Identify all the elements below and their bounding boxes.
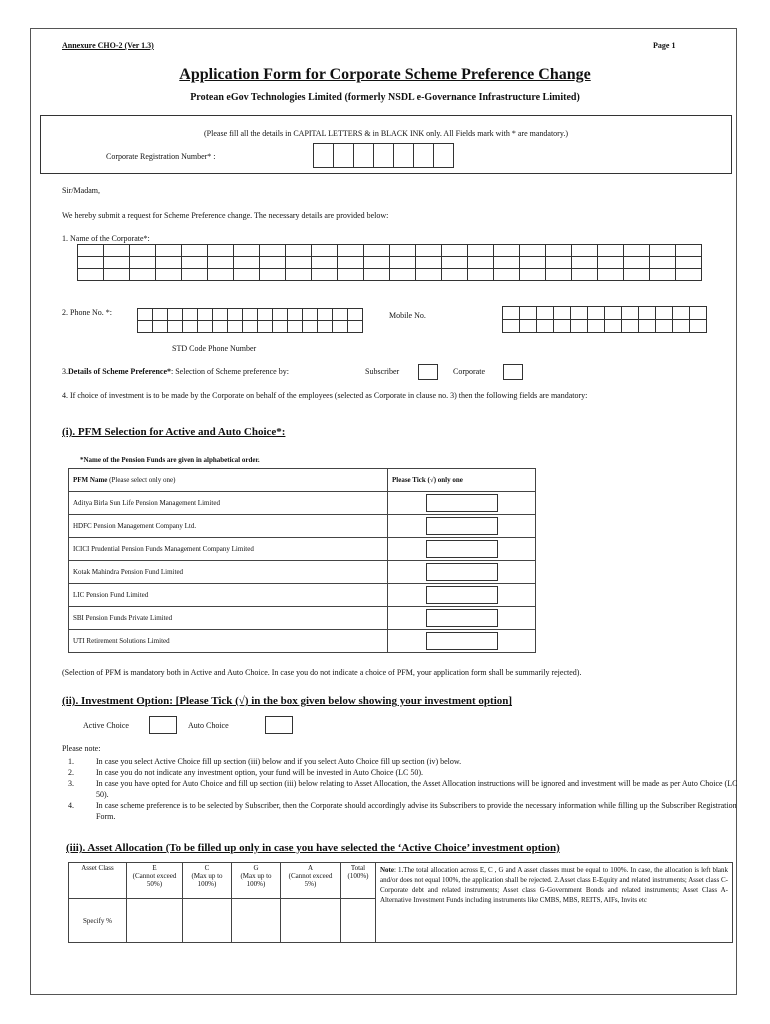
char-box[interactable] bbox=[78, 269, 104, 281]
note-number: 3. bbox=[68, 779, 74, 788]
char-box[interactable] bbox=[364, 257, 390, 269]
pfm-name: ICICI Prudential Pension Funds Management Company Limited bbox=[69, 538, 388, 561]
char-box[interactable] bbox=[234, 269, 260, 281]
char-box[interactable] bbox=[303, 309, 318, 321]
char-box[interactable] bbox=[130, 257, 156, 269]
auto-choice-checkbox[interactable] bbox=[265, 716, 293, 734]
char-box[interactable] bbox=[208, 245, 234, 257]
char-box[interactable] bbox=[546, 245, 572, 257]
char-box[interactable] bbox=[286, 257, 312, 269]
corporate-option-label: Corporate bbox=[453, 367, 485, 376]
pfm-footnote: (Selection of PFM is mandatory both in Active and Auto Choice. In case you do not indicate a choice of PFM, your application form shall be summarily rejected). bbox=[62, 668, 582, 677]
list-item bbox=[62, 767, 742, 778]
char-box[interactable] bbox=[622, 320, 639, 333]
note-text: In case you have opted for Auto Choice and fill up section (iii) below relating to Asset Allocation, the Asset Allocation instructions will be ignored and investment will be made as per Auto Choice (LC 50). bbox=[96, 779, 738, 799]
char-box[interactable] bbox=[468, 257, 494, 269]
mobile-label: Mobile No. bbox=[389, 311, 426, 320]
c-label: C bbox=[204, 864, 210, 872]
note-number: 1. bbox=[68, 757, 74, 766]
table-row bbox=[69, 607, 536, 630]
char-box[interactable] bbox=[333, 321, 348, 333]
char-box[interactable] bbox=[468, 269, 494, 281]
g-label: G bbox=[253, 864, 259, 872]
pfm-name: SBI Pension Funds Private Limited bbox=[69, 607, 388, 630]
char-box[interactable] bbox=[364, 269, 390, 281]
pfm-tick-box[interactable] bbox=[426, 586, 498, 604]
char-box[interactable] bbox=[656, 307, 673, 320]
char-box[interactable] bbox=[494, 245, 520, 257]
char-box[interactable] bbox=[208, 257, 234, 269]
a-sub: (Cannot exceed 5%) bbox=[288, 872, 333, 888]
table-row bbox=[69, 630, 536, 653]
char-box[interactable] bbox=[442, 257, 468, 269]
e-input[interactable] bbox=[127, 899, 183, 943]
allocation-note-bold: Note bbox=[380, 866, 394, 874]
char-box[interactable] bbox=[503, 320, 520, 333]
total-header: Total (100%) bbox=[341, 863, 376, 899]
char-box[interactable] bbox=[260, 257, 286, 269]
char-box[interactable] bbox=[554, 307, 571, 320]
char-box[interactable] bbox=[571, 307, 588, 320]
char-box[interactable] bbox=[624, 257, 650, 269]
char-box[interactable] bbox=[182, 257, 208, 269]
annexure-label: Annexure CHO-2 (Ver 1.3) bbox=[62, 41, 154, 50]
c-sub: (Max up to 100%) bbox=[191, 872, 223, 888]
char-box[interactable] bbox=[442, 245, 468, 257]
char-box[interactable] bbox=[624, 269, 650, 281]
char-box[interactable] bbox=[364, 245, 390, 257]
char-box[interactable] bbox=[656, 320, 673, 333]
list-item bbox=[62, 756, 742, 767]
char-box[interactable] bbox=[243, 309, 258, 321]
e-label: E bbox=[152, 864, 157, 872]
char-box[interactable] bbox=[338, 269, 364, 281]
char-box[interactable] bbox=[260, 245, 286, 257]
subscriber-option-label: Subscriber bbox=[365, 367, 400, 376]
char-box[interactable] bbox=[520, 307, 537, 320]
char-box[interactable] bbox=[260, 269, 286, 281]
investment-notes bbox=[62, 756, 742, 822]
char-box[interactable] bbox=[183, 321, 198, 333]
auto-choice-label: Auto Choice bbox=[188, 721, 229, 730]
asset-allocation-heading: (iii). Asset Allocation (To be filled up only in case you have selected the ‘Active Choice’ investment option) bbox=[66, 842, 560, 854]
total-input[interactable] bbox=[341, 899, 376, 943]
pfm-name: Kotak Mahindra Pension Fund Limited bbox=[69, 561, 388, 584]
char-box[interactable] bbox=[138, 321, 153, 333]
c-header bbox=[183, 863, 232, 899]
asset-allocation-table bbox=[68, 862, 733, 943]
char-box[interactable] bbox=[390, 257, 416, 269]
allocation-note-text: : 1.The total allocation across E, C , G and A asset classes must be equal to 100%. In case, the allocation is left blank and/or does not equal 100%, the application shall be rejected. 2.Asset class E-Equity and related instruments; Asset class C-Corporate debt and related instruments; Asset class G-Government Bonds and related instruments; Asset Class A-Alternative Investment Funds including instruments like CMBS, MBS, REITS, AIFs, Invits etc bbox=[380, 866, 728, 904]
char-box[interactable] bbox=[338, 245, 364, 257]
note-text: In case you do not indicate any investment option, your fund will be invested in Auto Choice (LC 50). bbox=[96, 768, 424, 777]
char-box[interactable] bbox=[198, 309, 213, 321]
char-box[interactable] bbox=[182, 245, 208, 257]
note-text: In case scheme preference is to be selected by Subscriber, then the Corporate should accordingly advise its Subscribers to provide the necessary information while filling up the Subscriber Registration Form. bbox=[96, 801, 737, 821]
c-input[interactable] bbox=[183, 899, 232, 943]
char-box[interactable] bbox=[333, 309, 348, 321]
char-box[interactable] bbox=[198, 321, 213, 333]
pfm-col-tick: Please Tick (√) only one bbox=[388, 469, 536, 492]
pfm-col-name-rest: (Please select only one) bbox=[107, 476, 176, 484]
note-number: 2. bbox=[68, 768, 74, 777]
char-box[interactable] bbox=[676, 257, 702, 269]
crn-input[interactable] bbox=[313, 143, 454, 168]
request-text: We hereby submit a request for Scheme Preference change. The necessary details are provided below: bbox=[62, 211, 389, 220]
char-box[interactable] bbox=[234, 245, 260, 257]
list-item bbox=[62, 778, 742, 800]
std-phone-label: STD Code Phone Number bbox=[172, 344, 257, 353]
char-box[interactable] bbox=[673, 307, 690, 320]
corporate-name-input[interactable] bbox=[77, 244, 702, 281]
char-box[interactable] bbox=[588, 320, 605, 333]
char-box[interactable] bbox=[130, 245, 156, 257]
char-box[interactable] bbox=[676, 269, 702, 281]
active-choice-label: Active Choice bbox=[83, 721, 129, 730]
char-box[interactable] bbox=[348, 309, 363, 321]
char-box[interactable] bbox=[572, 245, 598, 257]
char-box[interactable] bbox=[78, 245, 104, 257]
e-sub: (Cannot exceed 50%) bbox=[132, 872, 177, 888]
active-choice-checkbox[interactable] bbox=[149, 716, 177, 734]
scheme-preference-label bbox=[62, 367, 289, 376]
char-box[interactable] bbox=[104, 269, 130, 281]
char-box[interactable] bbox=[572, 257, 598, 269]
pfm-subnote: *Name of the Pension Funds are given in alphabetical order. bbox=[80, 456, 260, 464]
char-box[interactable] bbox=[183, 309, 198, 321]
pfm-tick-box[interactable] bbox=[426, 563, 498, 581]
char-box[interactable] bbox=[650, 245, 676, 257]
pfm-tick-box[interactable] bbox=[426, 632, 498, 650]
pfm-table bbox=[68, 468, 536, 653]
char-box[interactable] bbox=[288, 321, 303, 333]
char-box[interactable] bbox=[494, 269, 520, 281]
table-row bbox=[69, 584, 536, 607]
a-label: A bbox=[307, 864, 314, 872]
asset-class-header: Asset Class bbox=[69, 863, 127, 899]
char-box[interactable] bbox=[156, 257, 182, 269]
pfm-name: Aditya Birla Sun Life Pension Management Limited bbox=[69, 492, 388, 515]
char-box[interactable] bbox=[153, 321, 168, 333]
pfm-section-heading: (i). PFM Selection for Active and Auto Choice*: bbox=[62, 426, 286, 438]
phone-input[interactable] bbox=[137, 308, 363, 333]
char-box[interactable] bbox=[546, 257, 572, 269]
pfm-tick-box[interactable] bbox=[426, 494, 498, 512]
char-box[interactable] bbox=[312, 269, 338, 281]
allocation-note bbox=[376, 863, 733, 943]
page-number: Page 1 bbox=[653, 41, 676, 50]
corporate-checkbox[interactable] bbox=[503, 364, 523, 380]
list-item bbox=[62, 800, 742, 822]
char-box[interactable] bbox=[390, 245, 416, 257]
char-box[interactable] bbox=[598, 257, 624, 269]
char-box[interactable] bbox=[318, 309, 333, 321]
char-box[interactable] bbox=[650, 257, 676, 269]
char-box[interactable] bbox=[303, 321, 318, 333]
char-box[interactable] bbox=[228, 321, 243, 333]
pfm-name: HDFC Pension Management Company Ltd. bbox=[69, 515, 388, 538]
char-box[interactable] bbox=[286, 245, 312, 257]
pfm-tick-box[interactable] bbox=[426, 609, 498, 627]
char-box[interactable] bbox=[258, 309, 273, 321]
scheme-preference-prefix: 3. bbox=[62, 367, 68, 376]
investment-section-heading: (ii). Investment Option: [Please Tick (√) in the box given below showing your investment option] bbox=[62, 695, 513, 707]
char-box[interactable] bbox=[213, 309, 228, 321]
char-box[interactable] bbox=[318, 321, 333, 333]
char-box[interactable] bbox=[537, 320, 554, 333]
char-box[interactable] bbox=[650, 269, 676, 281]
char-box[interactable] bbox=[639, 307, 656, 320]
char-box[interactable] bbox=[622, 307, 639, 320]
corporate-name-label: 1. Name of the Corporate*: bbox=[62, 234, 150, 243]
char-box[interactable] bbox=[182, 269, 208, 281]
char-box[interactable] bbox=[520, 269, 546, 281]
specify-label: Specify % bbox=[69, 899, 127, 943]
char-box[interactable] bbox=[416, 245, 442, 257]
g-input[interactable] bbox=[232, 899, 281, 943]
char-box[interactable] bbox=[520, 257, 546, 269]
instruction-note: (Please fill all the details in CAPITAL LETTERS & in BLACK INK only. All Fields mark with * are mandatory.) bbox=[204, 129, 568, 138]
please-note-label: Please note: bbox=[62, 744, 101, 753]
note-number: 4. bbox=[68, 801, 74, 810]
char-box[interactable] bbox=[286, 269, 312, 281]
char-box[interactable] bbox=[588, 307, 605, 320]
char-box[interactable] bbox=[273, 321, 288, 333]
char-box[interactable] bbox=[288, 309, 303, 321]
char-box[interactable] bbox=[156, 269, 182, 281]
char-box[interactable] bbox=[213, 321, 228, 333]
char-box[interactable] bbox=[348, 321, 363, 333]
char-box[interactable] bbox=[78, 257, 104, 269]
char-box[interactable] bbox=[554, 320, 571, 333]
form-subtitle: Protean eGov Technologies Limited (formerly NSDL e-Governance Infrastructure Limited) bbox=[190, 92, 580, 103]
char-box[interactable] bbox=[639, 320, 656, 333]
mobile-input[interactable] bbox=[502, 306, 707, 333]
phone-label: 2. Phone No. *: bbox=[62, 308, 112, 317]
char-box[interactable] bbox=[690, 320, 707, 333]
char-box[interactable] bbox=[416, 269, 442, 281]
char-box[interactable] bbox=[520, 320, 537, 333]
char-box[interactable] bbox=[258, 321, 273, 333]
char-box[interactable] bbox=[104, 257, 130, 269]
crn-label: Corporate Registration Number* : bbox=[106, 152, 216, 161]
scheme-preference-text: : Selection of Scheme preference by: bbox=[171, 367, 289, 376]
char-box[interactable] bbox=[168, 309, 183, 321]
char-box[interactable] bbox=[228, 309, 243, 321]
g-sub: (Max up to 100%) bbox=[240, 872, 272, 888]
char-box[interactable] bbox=[624, 245, 650, 257]
char-box[interactable] bbox=[676, 245, 702, 257]
pfm-name: LIC Pension Fund Limited bbox=[69, 584, 388, 607]
char-box[interactable] bbox=[442, 269, 468, 281]
char-box[interactable] bbox=[520, 245, 546, 257]
subscriber-checkbox[interactable] bbox=[418, 364, 438, 380]
a-input[interactable] bbox=[281, 899, 341, 943]
pfm-name: UTI Retirement Solutions Limited bbox=[69, 630, 388, 653]
char-box[interactable] bbox=[503, 307, 520, 320]
char-box[interactable] bbox=[494, 257, 520, 269]
char-box[interactable] bbox=[338, 257, 364, 269]
char-box[interactable] bbox=[153, 309, 168, 321]
char-box[interactable] bbox=[605, 307, 622, 320]
table-row bbox=[69, 561, 536, 584]
salutation: Sir/Madam, bbox=[62, 186, 100, 195]
table-row bbox=[69, 538, 536, 561]
char-box[interactable] bbox=[416, 257, 442, 269]
field4-text: 4. If choice of investment is to be made by the Corporate on behalf of the employees (selected as Corporate in clause no. 3) then the following fields are mandatory: bbox=[62, 391, 588, 400]
e-header bbox=[127, 863, 183, 899]
pfm-col-name bbox=[69, 469, 388, 492]
char-box[interactable] bbox=[572, 269, 598, 281]
pfm-tick-box[interactable] bbox=[426, 517, 498, 535]
char-box[interactable] bbox=[130, 269, 156, 281]
char-box[interactable] bbox=[571, 320, 588, 333]
char-box[interactable] bbox=[138, 309, 153, 321]
char-box[interactable] bbox=[605, 320, 622, 333]
pfm-col-name-bold: PFM Name bbox=[73, 476, 108, 484]
char-box[interactable] bbox=[390, 269, 416, 281]
char-box[interactable] bbox=[104, 245, 130, 257]
table-row bbox=[69, 492, 536, 515]
scheme-preference-bold: Details of Scheme Preference* bbox=[68, 367, 171, 376]
char-box[interactable] bbox=[243, 321, 258, 333]
a-header bbox=[281, 863, 341, 899]
char-box[interactable] bbox=[273, 309, 288, 321]
note-text: In case you select Active Choice fill up section (iii) below and if you select Auto Choice fill up section (iv) below. bbox=[96, 757, 462, 766]
char-box[interactable] bbox=[537, 307, 554, 320]
char-box[interactable] bbox=[312, 245, 338, 257]
char-box[interactable] bbox=[546, 269, 572, 281]
char-box[interactable] bbox=[208, 269, 234, 281]
char-box[interactable] bbox=[468, 245, 494, 257]
pfm-tick-box[interactable] bbox=[426, 540, 498, 558]
char-box[interactable] bbox=[312, 257, 338, 269]
char-box[interactable] bbox=[234, 257, 260, 269]
table-row bbox=[69, 515, 536, 538]
char-box[interactable] bbox=[156, 245, 182, 257]
g-header bbox=[232, 863, 281, 899]
char-box[interactable] bbox=[168, 321, 183, 333]
char-box[interactable] bbox=[598, 269, 624, 281]
form-title: Application Form for Corporate Scheme Preference Change bbox=[179, 66, 591, 83]
char-box[interactable] bbox=[690, 307, 707, 320]
char-box[interactable] bbox=[598, 245, 624, 257]
char-box[interactable] bbox=[673, 320, 690, 333]
